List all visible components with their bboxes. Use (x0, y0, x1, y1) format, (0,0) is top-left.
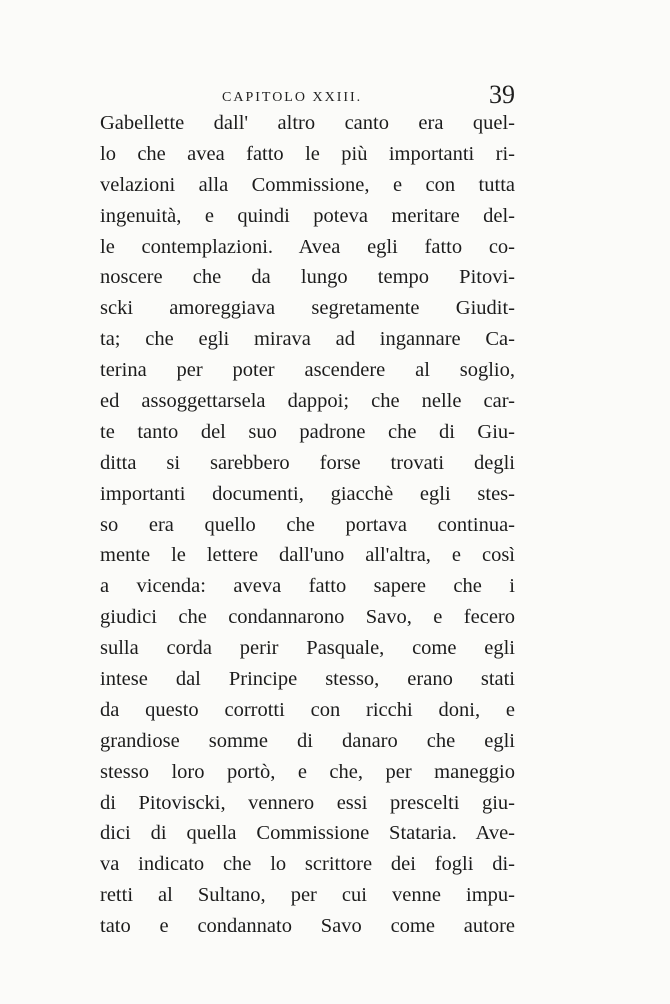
page-number: 39 (489, 80, 515, 109)
body-text (100, 108, 515, 942)
text-line: da questo corrotti con ricchi doni, e (100, 698, 515, 721)
text-line: sulla corda perir Pasquale, come egli (100, 637, 515, 660)
text-line: mente le lettere dall'uno all'altra, e così (100, 544, 515, 567)
text-line: velazioni alla Commissione, e con tutta (100, 173, 515, 196)
text-line: stesso loro portò, e che, per maneggio (100, 760, 515, 783)
text-line: intese dal Principe stesso, erano stati (100, 668, 515, 691)
text-line: giudici che condannarono Savo, e fecero (100, 606, 515, 629)
running-head (100, 80, 515, 110)
text-line: ed assoggettarsela dappoi; che nelle car- (100, 390, 515, 413)
text-line: scki amoreggiava segretamente Giudit- (100, 297, 515, 320)
text-line: tato e condannato Savo come autore (100, 915, 515, 938)
text-line: ta; che egli mirava ad ingannare Ca- (100, 328, 515, 351)
text-line: terina per poter ascendere al soglio, (100, 359, 515, 382)
text-line: ingenuità, e quindi poteva meritare del- (100, 204, 515, 227)
text-line: le contemplazioni. Avea egli fatto co- (100, 235, 515, 258)
chapter-heading: CAPITOLO XXIII. (222, 90, 363, 105)
text-line: importanti documenti, giacchè egli stes- (100, 482, 515, 505)
text-line: di Pitoviscki, vennero essi prescelti giu- (100, 791, 515, 814)
text-line: lo che avea fatto le più importanti ri- (100, 142, 515, 165)
text-line: ditta si sarebbero forse trovati degli (100, 451, 515, 474)
text-line: grandiose somme di danaro che egli (100, 729, 515, 752)
text-line: te tanto del suo padrone che di Giu- (100, 420, 515, 443)
text-line: a vicenda: aveva fatto sapere che i (100, 575, 515, 598)
text-line: Gabellette dall' altro canto era quel- (100, 112, 515, 134)
text-line: noscere che da lungo tempo Pitovi- (100, 266, 515, 289)
text-line: retti al Sultano, per cui venne impu- (100, 884, 515, 907)
text-line: so era quello che portava continua- (100, 513, 515, 536)
text-line: dici di quella Commissione Stataria. Ave- (100, 822, 515, 845)
text-line: va indicato che lo scrittore dei fogli di- (100, 853, 515, 876)
